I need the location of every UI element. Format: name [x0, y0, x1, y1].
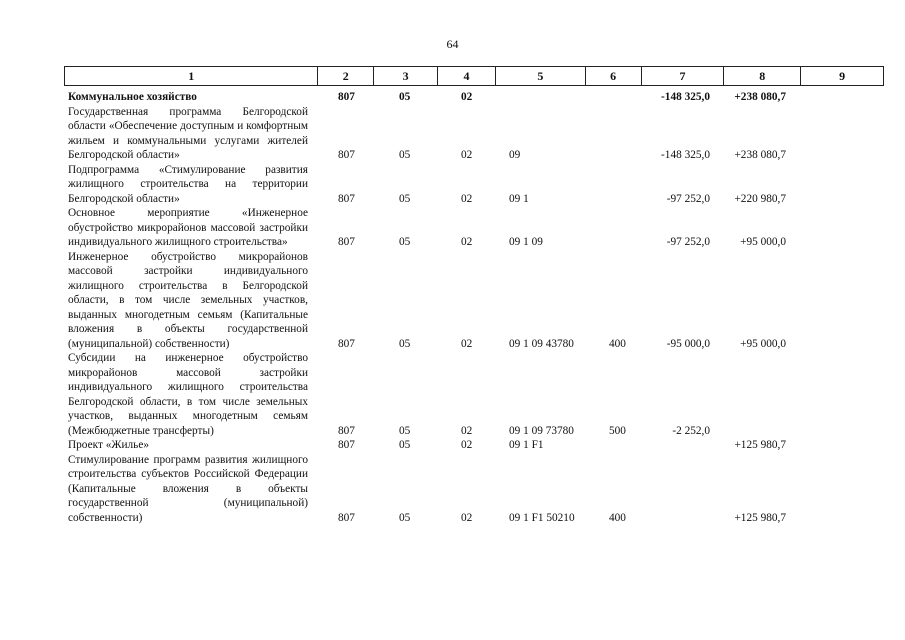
row-csr: 09 1 F1	[509, 439, 544, 451]
header-col-3: 3	[374, 67, 438, 85]
row-pr: 02	[461, 192, 473, 205]
header-col-4: 4	[438, 67, 496, 85]
row-col8: +125 980,7	[734, 511, 786, 524]
row-csr: 09 1	[509, 192, 529, 205]
row-name: Проект «Жилье»	[68, 439, 149, 451]
row-col8: +238 080,7	[734, 149, 786, 161]
row-csr: 09	[509, 149, 521, 161]
row-col8: +238 080,7	[734, 91, 786, 103]
row-ved: 807	[338, 439, 355, 451]
header-col-2: 2	[318, 67, 374, 85]
row-col7: -148 325,0	[661, 91, 710, 103]
table-row	[68, 453, 884, 526]
row-ved: 807	[338, 511, 355, 524]
table-row	[68, 250, 884, 352]
table-row	[68, 206, 884, 250]
row-col8: +220 980,7	[734, 192, 786, 205]
row-name: Основное мероприятие «Инженерное обустройство микрорайонов массовой застройки индивидуального жилищного строительства»	[68, 207, 308, 248]
row-rz: 05	[399, 236, 411, 248]
row-col7: -2 252,0	[672, 424, 710, 437]
table-header	[64, 66, 884, 86]
row-pr: 02	[461, 439, 473, 451]
row-rz: 05	[399, 91, 411, 103]
table-row	[68, 351, 884, 438]
table-row	[68, 438, 884, 453]
table-row	[68, 90, 884, 105]
row-rz: 05	[399, 337, 411, 350]
header-col-5: 5	[496, 67, 586, 85]
table-row	[68, 163, 884, 207]
header-col-6: 6	[586, 67, 642, 85]
row-name: Коммунальное хозяйство	[68, 91, 197, 103]
header-col-1: 1	[65, 67, 318, 85]
row-pr: 02	[461, 337, 473, 350]
row-name: Государственная программа Белгородской области «Обеспечение доступным и комфортным жильем и коммунальными услугами жителей Белгородской области»	[68, 105, 308, 161]
row-rz: 05	[399, 439, 411, 451]
header-col-8: 8	[724, 67, 801, 85]
row-rz: 05	[399, 511, 411, 524]
row-rz: 05	[399, 149, 411, 161]
row-col8: +95 000,0	[740, 337, 786, 350]
row-ved: 807	[338, 424, 355, 437]
row-vr: 500	[609, 424, 626, 437]
row-col7: -148 325,0	[661, 149, 710, 161]
row-csr: 09 1 09	[509, 236, 543, 248]
row-csr: 09 1 09 73780	[509, 424, 574, 437]
row-pr: 02	[461, 149, 473, 161]
row-vr: 400	[609, 337, 626, 350]
row-col7: -97 252,0	[666, 192, 710, 205]
row-vr: 400	[609, 511, 626, 524]
row-name: Субсидии на инженерное обустройство микрорайонов массовой застройки индивидуального жилищного строительства Белгородской области, в том числе земельных участков, выданных многодетным семьям (Межбюджетные трансферты)	[68, 352, 308, 437]
page-number: 64	[446, 37, 459, 51]
row-col7: -97 252,0	[666, 236, 710, 248]
table-row	[68, 105, 884, 163]
row-col8: +95 000,0	[740, 236, 786, 248]
row-csr: 09 1 F1 50210	[509, 511, 575, 524]
row-rz: 05	[399, 424, 411, 437]
header-col-9: 9	[839, 69, 846, 83]
row-col7: -95 000,0	[666, 337, 710, 350]
row-ved: 807	[338, 91, 355, 103]
row-ved: 807	[338, 192, 355, 205]
row-pr: 02	[461, 424, 473, 437]
row-ved: 807	[338, 149, 355, 161]
header-col-7: 7	[642, 67, 725, 85]
row-name: Стимулирование программ развития жилищного строительства субъектов Российской Федерации (Капитальные вложения в объекты государственной (муниципальной) собственности)	[68, 453, 308, 524]
row-name: Инженерное обустройство микрорайонов массовой застройки индивидуального жилищного строительства в Белгородской области, в том числе земельных участков, выданных многодетным семьям (Капитальные вложения в объекты государственной (муниципальной) собственности)	[68, 250, 308, 350]
row-name: Подпрограмма «Стимулирование развития жилищного строительства на территории Белгородской области»	[68, 163, 308, 205]
row-pr: 02	[461, 236, 473, 248]
row-pr: 02	[461, 91, 473, 103]
table-body	[68, 90, 884, 525]
row-csr: 09 1 09 43780	[509, 337, 574, 350]
row-ved: 807	[338, 337, 355, 350]
row-ved: 807	[338, 236, 355, 248]
row-pr: 02	[461, 511, 473, 524]
row-col8: +125 980,7	[734, 439, 786, 451]
row-rz: 05	[399, 192, 411, 205]
